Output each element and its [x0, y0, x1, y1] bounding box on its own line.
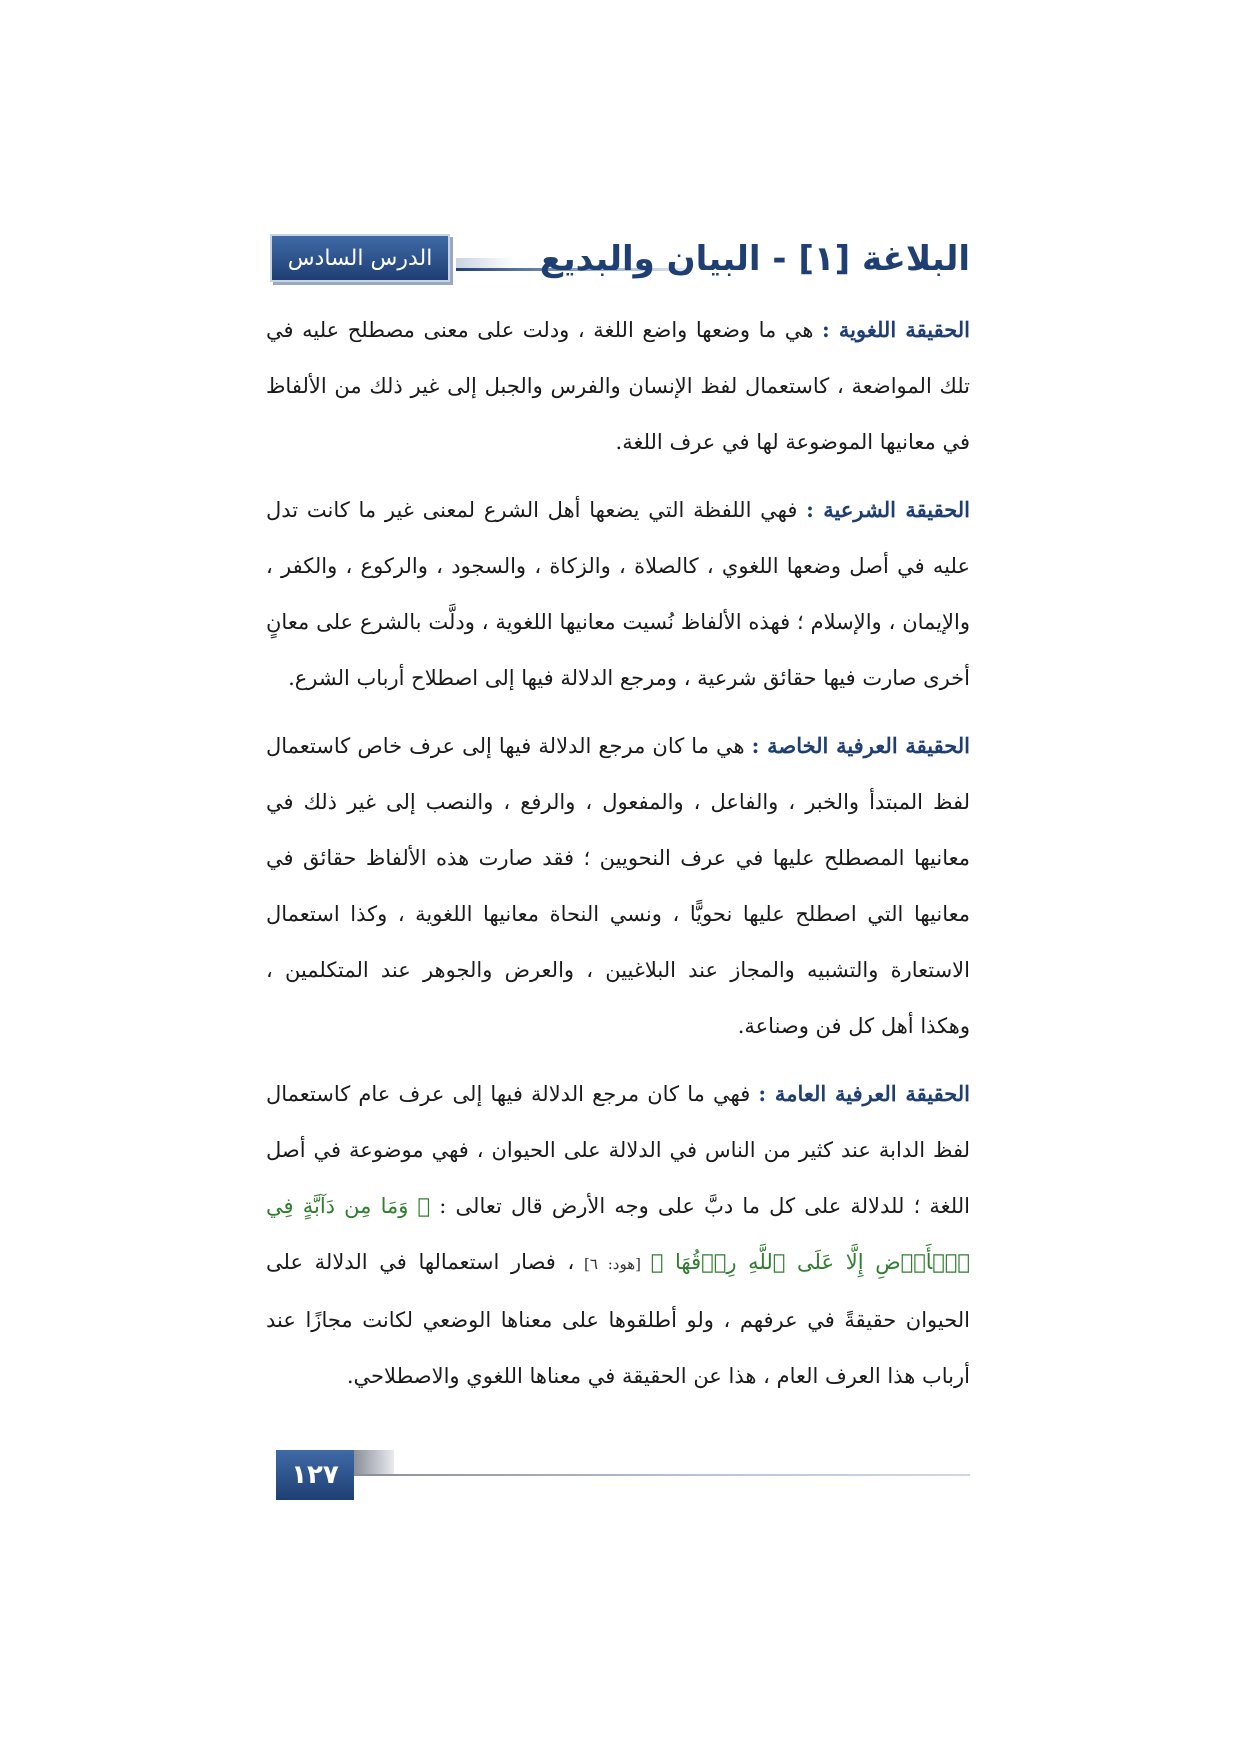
- footer-divider: [354, 1474, 970, 1476]
- term-heading: الحقيقة العرفية العامة :: [758, 1081, 970, 1106]
- page-body: [266, 302, 970, 1416]
- paragraph-text: فهي اللفظة التي يضعها أهل الشرع لمعنى غير ما كانت تدل عليه في أصل وضعها اللغوي ، كالصلاة ، والزكاة ، والسجود ، والركوع ، والكفر ، والإيمان ، والإسلام ؛ فهذه الألفاظ نُسيت معانيها اللغوية ، ودلَّت بالشرع على معانٍ أخرى صارت فيها حقائق شرعية ، ومرجع الدلالة فيها إلى اصطلاح أرباب الشرع.: [266, 498, 970, 690]
- book-title: البلاغة [١] - البيان والبديع: [539, 239, 970, 279]
- quran-verse: ﴿ وَمَا مِن دَآبَّةٍ فِي ٱلۡأَرۡضِ إِلَّا عَلَى ٱللَّهِ رِزۡقُهَا ﴾: [266, 1194, 970, 1274]
- page-header: [270, 228, 970, 290]
- paragraph-linguistic-truth: [266, 302, 970, 470]
- paragraph-text: هي ما وضعها واضع اللغة ، ودلت على معنى مصطلح عليه في تلك المواضعة ، كاستعمال لفظ الإنسان والفرس والجبل إلى غير ذلك من الألفاظ في معانيها الموضوعة لها في عرف اللغة.: [266, 318, 970, 454]
- paragraph-special-customary-truth: [266, 718, 970, 1054]
- lesson-label: الدرس السادس: [270, 234, 450, 282]
- term-heading: الحقيقة اللغوية :: [821, 317, 970, 342]
- paragraph-legal-truth: [266, 482, 970, 706]
- paragraph-general-customary-truth: [266, 1066, 970, 1404]
- term-heading: الحقيقة الشرعية :: [806, 497, 970, 522]
- footer-shadow-decoration: [354, 1450, 394, 1474]
- verse-reference: [هود: ٦]: [574, 1255, 651, 1273]
- paragraph-text: ، فصار استعمالها في الدلالة على الحيوان حقيقةً في عرفهم ، ولو أطلقوها على معناها الوضعي لكانت مجازًا عند أرباب هذا العرف العام ، هذا عن الحقيقة في معناها اللغوي والاصطلاحي.: [266, 1250, 970, 1388]
- term-heading: الحقيقة العرفية الخاصة :: [751, 733, 970, 758]
- page-number: ١٢٧: [276, 1450, 354, 1500]
- paragraph-text: هي ما كان مرجع الدلالة فيها إلى عرف خاص كاستعمال لفظ المبتدأ والخبر ، والفاعل ، والمفعول ، والرفع ، والنصب إلى غير ذلك في معانيها المصطلح عليها في عرف النحويين ؛ فقد صارت هذه الألفاظ حقائق في معانيها التي اصطلح عليها نحويًّا ، ونسي النحاة معانيها اللغوية ، وكذا استعمال الاستعارة والتشبيه والمجاز عند البلاغيين ، والعرض والجوهر عند المتكلمين ، وهكذا أهل كل فن وصناعة.: [266, 734, 970, 1038]
- paragraph-text: فهي ما كان مرجع الدلالة فيها إلى عرف عام كاستعمال لفظ الدابة عند كثير من الناس في الدلالة على الحيوان ، فهي موضوعة في أصل اللغة ؛ للدلالة على كل ما دبَّ على وجه الأرض قال تعالى :: [266, 1082, 970, 1218]
